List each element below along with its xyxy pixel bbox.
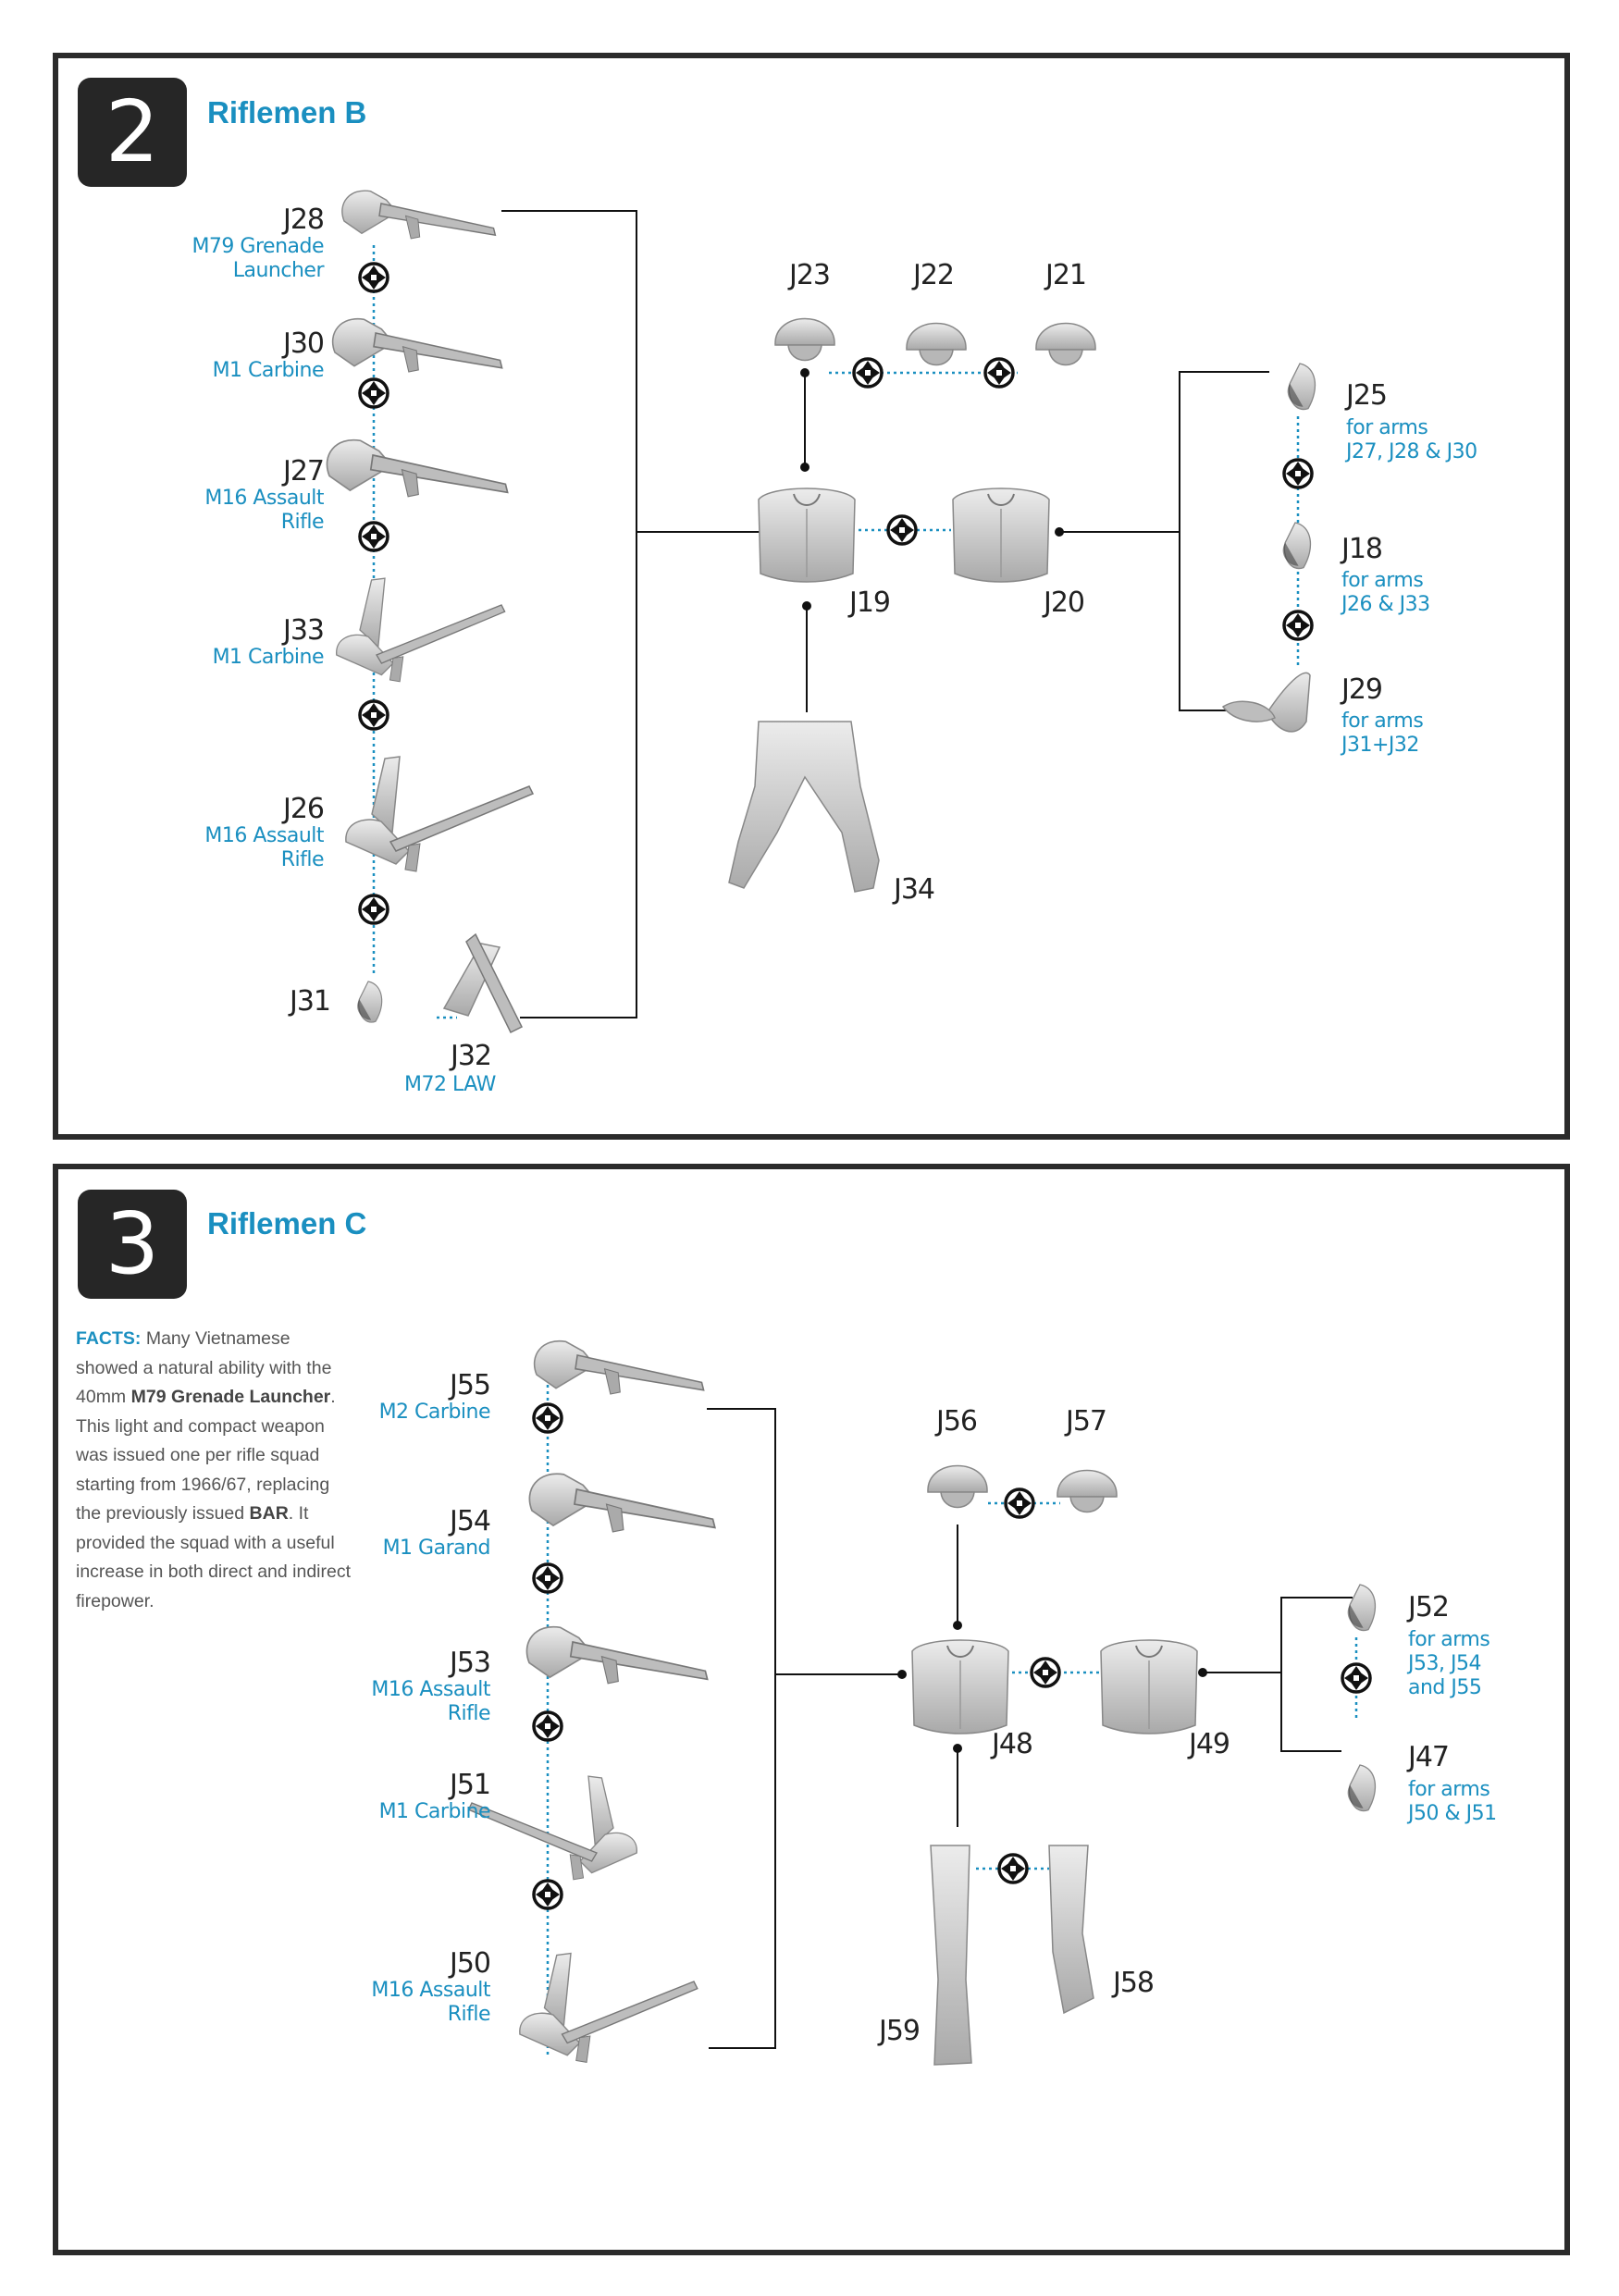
part-j56-shape: [928, 1466, 987, 1508]
part-desc-j18: for arms J26 & J33: [1341, 569, 1430, 616]
part-label-j56: J56: [936, 1405, 978, 1438]
part-j27-shape: [327, 440, 507, 497]
part-label-j25: J25: [1346, 379, 1388, 412]
part-j49-shape: [1101, 1640, 1197, 1734]
part-label-j30: J30: [282, 327, 324, 360]
part-label-j27: J27: [282, 455, 324, 488]
part-label-j29: J29: [1341, 673, 1383, 706]
part-j54-shape: [529, 1474, 714, 1532]
part-j31-shape: [357, 981, 382, 1022]
part-label-j18: J18: [1341, 533, 1383, 565]
part-j33-shape: [337, 578, 505, 682]
part-j50-shape: [520, 1954, 698, 2063]
part-j59-shape: [931, 1845, 971, 2065]
part-label-j48: J48: [992, 1728, 1033, 1760]
part-label-j20: J20: [1044, 586, 1085, 619]
part-label-j49: J49: [1189, 1728, 1230, 1760]
part-j19-shape: [759, 488, 855, 582]
part-j58-shape: [1049, 1845, 1094, 2013]
part-desc-j25: for arms J27, J28 & J30: [1346, 416, 1477, 463]
part-desc-j32: M72 LAW: [404, 1073, 496, 1096]
part-desc-j27: M16 Assault Rifle: [204, 487, 324, 534]
part-label-j22: J22: [913, 259, 955, 291]
part-j32-shape: [444, 934, 522, 1032]
step-3-title: Riflemen C: [207, 1206, 367, 1241]
part-j23-shape: [775, 319, 834, 361]
part-desc-j53: M16 Assault Rifle: [371, 1678, 490, 1725]
step-2-title: Riflemen B: [207, 95, 367, 130]
part-j55-shape: [535, 1341, 704, 1394]
part-desc-j51: M1 Carbine: [378, 1800, 490, 1823]
part-j25-shape: [1288, 364, 1316, 410]
part-label-j28: J28: [282, 204, 324, 236]
part-desc-j54: M1 Garand: [382, 1537, 490, 1560]
part-label-j23: J23: [789, 259, 831, 291]
part-j51-shape: [468, 1776, 636, 1880]
part-j57-shape: [1057, 1471, 1117, 1512]
step-3-number: 3: [78, 1190, 187, 1299]
part-label-j59: J59: [879, 2015, 921, 2047]
part-j53-shape: [526, 1627, 707, 1684]
part-label-j21: J21: [1045, 259, 1087, 291]
part-j29-shape: [1223, 673, 1310, 732]
part-label-j34: J34: [894, 873, 935, 906]
part-label-j55: J55: [449, 1369, 490, 1401]
part-label-j53: J53: [449, 1647, 490, 1679]
part-label-j51: J51: [449, 1769, 490, 1801]
part-desc-j29: for arms J31+J32: [1341, 710, 1424, 757]
part-j22-shape: [907, 324, 966, 365]
part-j48-shape: [912, 1640, 1008, 1734]
part-j34-shape: [729, 722, 879, 892]
part-desc-j55: M2 Carbine: [378, 1401, 490, 1424]
part-j30-shape: [333, 319, 502, 372]
part-j21-shape: [1036, 324, 1095, 365]
part-desc-j28: M79 Grenade Launcher: [192, 235, 324, 282]
part-label-j54: J54: [449, 1505, 490, 1537]
part-j28-shape: [342, 191, 496, 239]
part-desc-j47: for arms J50 & J51: [1408, 1778, 1497, 1825]
part-j20-shape: [953, 488, 1049, 582]
facts-text: FACTS: Many Vietnamese showed a natural ability with the 40mm M79 Grenade Launcher. This light and compact weapon was issued one per rifle squad starting from 1966/67, replacing the previously issued BAR. It provided the squad with a useful increase in both direct and indirect firepower.: [76, 1328, 352, 1611]
part-desc-j26: M16 Assault Rifle: [204, 824, 324, 871]
part-desc-j33: M1 Carbine: [212, 646, 324, 669]
part-label-j50: J50: [449, 1947, 490, 1980]
part-j18-shape: [1283, 523, 1311, 569]
part-label-j52: J52: [1408, 1591, 1450, 1623]
part-j47-shape: [1348, 1765, 1376, 1811]
part-label-j57: J57: [1066, 1405, 1107, 1438]
part-label-j47: J47: [1408, 1741, 1450, 1773]
part-desc-j50: M16 Assault Rifle: [371, 1979, 490, 2026]
part-label-j26: J26: [282, 793, 324, 825]
part-label-j32: J32: [451, 1040, 492, 1072]
part-desc-j30: M1 Carbine: [212, 359, 324, 382]
part-desc-j52: for arms J53, J54 and J55: [1408, 1628, 1490, 1699]
part-j52-shape: [1348, 1585, 1376, 1631]
part-label-j33: J33: [282, 614, 324, 647]
part-label-j31: J31: [290, 985, 331, 1018]
part-j26-shape: [346, 757, 533, 871]
part-label-j19: J19: [849, 586, 891, 619]
step-2-number: 2: [78, 78, 187, 187]
part-label-j58: J58: [1113, 1967, 1155, 1999]
